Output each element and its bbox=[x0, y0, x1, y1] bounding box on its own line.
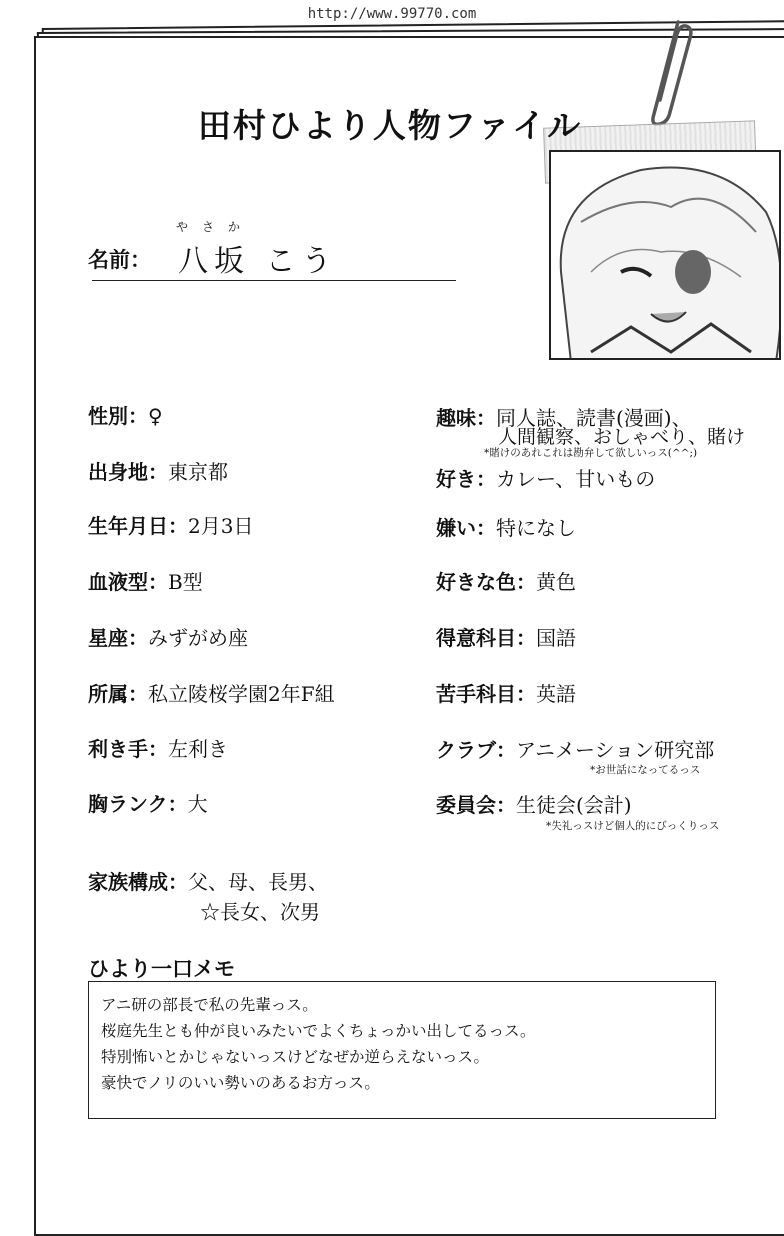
note-club: *お世話になってるっス bbox=[590, 764, 701, 776]
field-value: ♀ bbox=[148, 404, 163, 428]
field-label: 得意科目： bbox=[436, 626, 536, 650]
field-birthplace bbox=[88, 456, 228, 485]
field-label: 利き手： bbox=[88, 737, 168, 761]
field-value: 黄色 bbox=[536, 570, 576, 594]
field-value: B型 bbox=[168, 570, 203, 594]
field-label: 苦手科目： bbox=[436, 682, 536, 706]
memo-line: アニ研の部長で私の先輩っス。 bbox=[101, 996, 318, 1014]
memo-line: 豪快でノリのいい勢いのあるお方っス。 bbox=[101, 1074, 380, 1092]
field-label: 委員会： bbox=[436, 793, 516, 817]
field-value: 人間観察、おしゃべり、賭け bbox=[498, 426, 746, 448]
memo-line: 桜庭先生とも仲が良いみたいでよくちょっかい出してるっス。 bbox=[101, 1022, 536, 1040]
field-label: 性別： bbox=[88, 404, 148, 428]
field-blood-type bbox=[88, 566, 203, 595]
memo-box bbox=[88, 981, 716, 1119]
note-hobbies: *賭けのあれこれは勘弁して欲しいっス(^^;) bbox=[484, 447, 698, 459]
field-committee bbox=[436, 789, 632, 818]
field-gender bbox=[88, 400, 163, 429]
field-label: 血液型： bbox=[88, 570, 168, 594]
field-family-line2 bbox=[200, 896, 320, 925]
name-value: 八坂 こう bbox=[178, 244, 338, 279]
field-value: 私立陵桜学園2年F組 bbox=[148, 682, 335, 706]
field-label: 嫌い： bbox=[436, 516, 496, 540]
field-label: 出身地： bbox=[88, 460, 168, 484]
field-value: 父、母、長男、 bbox=[188, 870, 328, 894]
field-family bbox=[88, 866, 328, 895]
field-zodiac bbox=[88, 622, 248, 651]
field-dislikes bbox=[436, 512, 576, 541]
field-value: 東京都 bbox=[168, 460, 228, 484]
field-value: 国語 bbox=[536, 626, 576, 650]
field-favorite-color bbox=[436, 566, 576, 595]
field-label: 家族構成： bbox=[88, 870, 188, 894]
field-affiliation bbox=[88, 678, 335, 707]
source-url: http://www.99770.com bbox=[307, 6, 477, 22]
field-club bbox=[436, 734, 714, 763]
name-label: 名前： bbox=[88, 248, 151, 272]
field-label: クラブ： bbox=[436, 738, 516, 762]
field-likes bbox=[436, 463, 655, 492]
field-value: 特になし bbox=[496, 516, 576, 540]
field-value: カレー、甘いもの bbox=[496, 467, 656, 491]
field-label: 胸ランク： bbox=[88, 792, 188, 816]
field-value: ☆長女、次男 bbox=[200, 900, 320, 924]
name-underline bbox=[92, 280, 456, 281]
field-label: 生年月日： bbox=[88, 514, 188, 538]
field-chest-rank bbox=[88, 788, 208, 817]
field-value: アニメーション研究部 bbox=[516, 738, 715, 762]
field-value: 左利き bbox=[168, 737, 228, 761]
field-value: 英語 bbox=[536, 682, 576, 706]
character-portrait bbox=[549, 150, 781, 360]
field-label: 趣味： bbox=[436, 406, 496, 430]
field-worst-subject bbox=[436, 678, 576, 707]
field-label: 好き： bbox=[436, 467, 496, 491]
field-value: みずがめ座 bbox=[148, 626, 248, 650]
field-value: 同人誌、読書(漫画)、 bbox=[496, 406, 692, 430]
field-birthday bbox=[88, 510, 253, 539]
field-label: 所属： bbox=[88, 682, 148, 706]
field-value: 2月3日 bbox=[188, 514, 254, 538]
paperclip-icon bbox=[640, 18, 700, 128]
memo-line: 特別怖いとかじゃないっスけどなぜか逆らえないっス。 bbox=[101, 1048, 489, 1066]
field-handedness bbox=[88, 733, 228, 762]
field-label: 好きな色： bbox=[436, 570, 536, 594]
field-value: 大 bbox=[187, 792, 208, 816]
name-ruby: やさか bbox=[176, 220, 255, 234]
note-committee: *失礼っスけど個人的にびっくりっス bbox=[546, 820, 720, 832]
field-value: 生徒会(会計) bbox=[516, 793, 632, 817]
field-best-subject bbox=[436, 622, 576, 651]
document-title: 田村ひより人物ファイル bbox=[197, 106, 583, 145]
field-label: 星座： bbox=[88, 626, 148, 650]
memo-heading: ひより一口メモ bbox=[88, 957, 235, 981]
